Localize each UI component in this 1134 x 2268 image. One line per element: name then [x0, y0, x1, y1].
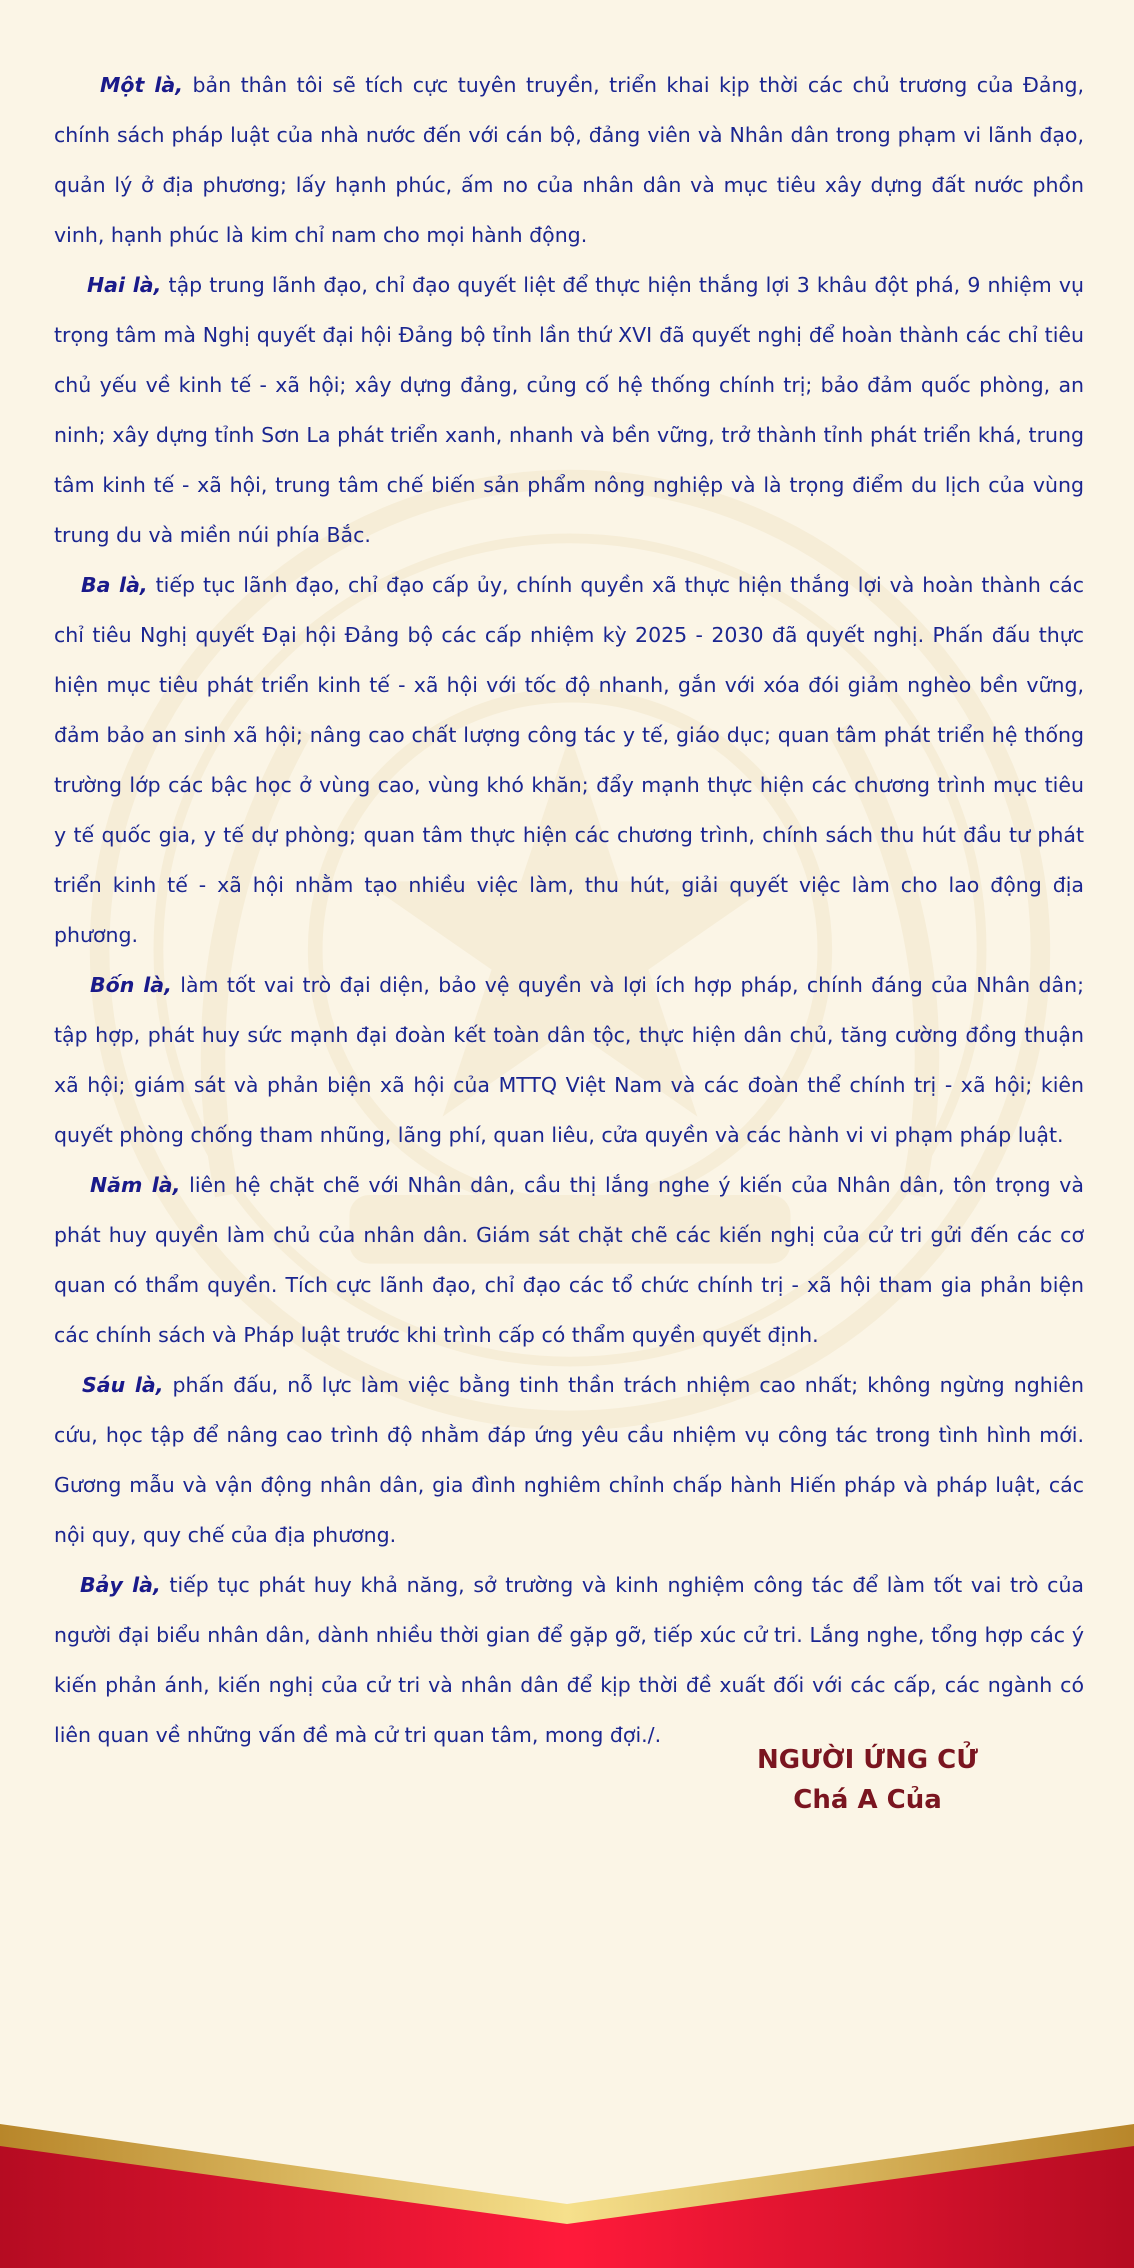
paragraph-text: làm tốt vai trò đại diện, bảo vệ quyền và lợi ích hợp pháp, chính đáng của Nhân dân; tập hợp, phát huy sức mạnh đại đoàn kết toàn dân tộc, thực hiện dân chủ, tăng cường đồng thuận xã hội; giám sát và phản biện xã hội của MTTQ Việt Nam và các đoàn thể chính trị - xã hội; kiên quyết phòng chống tham nhũng, lãng phí, quan liêu, cửa quyền và các hành vi vi phạm pháp luật.	[54, 973, 1084, 1147]
pledge-paragraph-5	[54, 1160, 1084, 1360]
pledge-paragraph-4	[54, 960, 1084, 1160]
signature-title: NGƯỜI ỨNG CỬ	[757, 1745, 978, 1775]
paragraph-text: tiếp tục lãnh đạo, chỉ đạo cấp ủy, chính quyền xã thực hiện thắng lợi và hoàn thành các chỉ tiêu Nghị quyết Đại hội Đảng bộ các cấp nhiệm kỳ 2025 - 2030 đã quyết nghị. Phấn đấu thực hiện mục tiêu phát triển kinh tế - xã hội với tốc độ nhanh, gắn với xóa đói giảm nghèo bền vững, đảm bảo an sinh xã hội; nâng cao chất lượng công tác y tế, giáo dục; quan tâm phát triển hệ thống trường lớp các bậc học ở vùng cao, vùng khó khăn; đẩy mạnh thực hiện các chương trình mục tiêu y tế quốc gia, y tế dự phòng; quan tâm thực hiện các chương trình, chính sách thu hút đầu tư phát triển kinh tế - xã hội nhằm tạo nhiều việc làm, thu hút, giải quyết việc làm cho lao động địa phương.	[54, 573, 1084, 947]
paragraph-lead: Ba là,	[81, 573, 148, 597]
pledge-body	[54, 60, 1084, 1760]
candidate-name: Chá A Của	[793, 1785, 942, 1815]
paragraph-lead: Hai là,	[87, 273, 162, 297]
pledge-paragraph-2	[54, 260, 1084, 560]
pledge-paragraph-3	[54, 560, 1084, 960]
paragraph-text: phấn đấu, nỗ lực làm việc bằng tinh thần trách nhiệm cao nhất; không ngừng nghiên cứu, học tập để nâng cao trình độ nhằm đáp ứng yêu cầu nhiệm vụ công tác trong tình hình mới. Gương mẫu và vận động nhân dân, gia đình nghiêm chỉnh chấp hành Hiến pháp và pháp luật, các nội quy, quy chế của địa phương.	[54, 1373, 1085, 1547]
pledge-paragraph-7	[54, 1560, 1084, 1760]
paragraph-text: liên hệ chặt chẽ với Nhân dân, cầu thị lắng nghe ý kiến của Nhân dân, tôn trọng và phát huy quyền làm chủ của nhân dân. Giám sát chặt chẽ các kiến nghị của cử tri gửi đến các cơ quan có thẩm quyền. Tích cực lãnh đạo, chỉ đạo các tổ chức chính trị - xã hội tham gia phản biện các chính sách và Pháp luật trước khi trình cấp có thẩm quyền quyết định.	[54, 1173, 1084, 1347]
paragraph-text: tiếp tục phát huy khả năng, sở trường và kinh nghiệm công tác để làm tốt vai trò của người đại biểu nhân dân, dành nhiều thời gian để gặp gỡ, tiếp xúc cử tri. Lắng nghe, tổng hợp các ý kiến phản ánh, kiến nghị của cử tri và nhân dân để kịp thời đề xuất đối với các cấp, các ngành có liên quan về những vấn đề mà cử tri quan tâm, mong đợi./.	[54, 1573, 1084, 1747]
footer-banner	[0, 2110, 1134, 2268]
paragraph-lead: Sáu là,	[82, 1373, 164, 1397]
paragraph-text: bản thân tôi sẽ tích cực tuyên truyền, triển khai kịp thời các chủ trương của Đảng, chính sách pháp luật của nhà nước đến với cán bộ, đảng viên và Nhân dân trong phạm vi lãnh đạo, quản lý ở địa phương; lấy hạnh phúc, ấm no của nhân dân và mục tiêu xây dựng đất nước phồn vinh, hạnh phúc là kim chỉ nam cho mọi hành động.	[54, 73, 1084, 247]
paragraph-lead: Năm là,	[90, 1173, 181, 1197]
pledge-paragraph-6	[54, 1360, 1084, 1560]
paragraph-text: tập trung lãnh đạo, chỉ đạo quyết liệt để thực hiện thắng lợi 3 khâu đột phá, 9 nhiệm vụ trọng tâm mà Nghị quyết đại hội Đảng bộ tỉnh lần thứ XVI đã quyết nghị để hoàn thành các chỉ tiêu chủ yếu về kinh tế - xã hội; xây dựng đảng, củng cố hệ thống chính trị; bảo đảm quốc phòng, an ninh; xây dựng tỉnh Sơn La phát triển xanh, nhanh và bền vững, trở thành tỉnh phát triển khá, trung tâm kinh tế - xã hội, trung tâm chế biến sản phẩm nông nghiệp và là trọng điểm du lịch của vùng trung du và miền núi phía Bắc.	[54, 273, 1084, 547]
paragraph-lead: Bốn là,	[90, 973, 172, 997]
pledge-paragraph-1	[54, 60, 1084, 260]
paragraph-lead: Một là,	[100, 73, 184, 97]
signature-block	[700, 1740, 1035, 1820]
paragraph-lead: Bảy là,	[80, 1573, 161, 1597]
